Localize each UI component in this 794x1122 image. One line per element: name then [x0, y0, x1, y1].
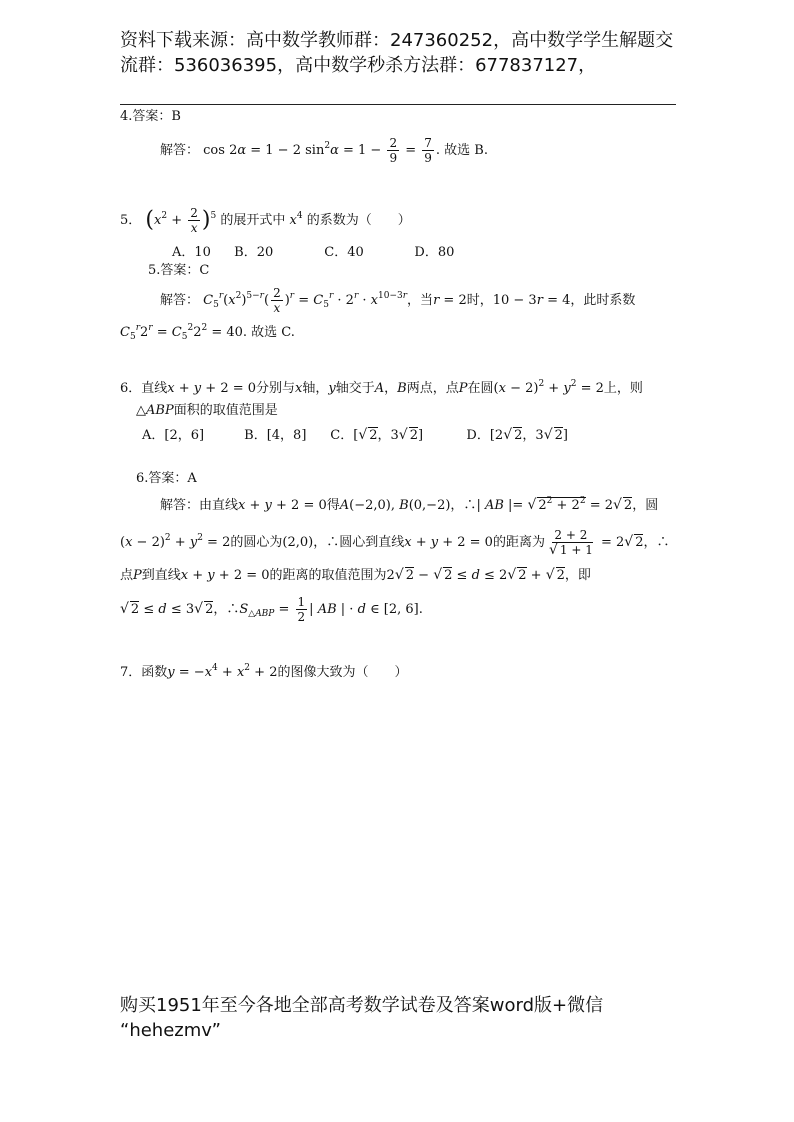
- q5-solution-line2: $C_5^r2^r = C_5^22^2 = 40$. 故选 C.: [120, 323, 295, 342]
- q6-option-c: C．[√ 2，3√ 2]: [330, 427, 424, 443]
- q6-solution-line2: $(x - 2)^2 + y^2 = 2$的圆心为(2,0)，∴圆心到直线x + y + 2 = 0的距离为 $\frac{2 + 2}{√ 1 + 1}$ = 2√ 2，∴: [120, 528, 670, 558]
- q6-options: [142, 426, 568, 445]
- footer-line-2: “hehezmv”: [120, 1020, 221, 1041]
- q6-option-d: D．[2√ 2，3√ 2]: [466, 427, 568, 443]
- page-footer: [120, 993, 680, 1043]
- header-divider: [120, 104, 676, 105]
- q6-stem-line2: △ABP面积的取值范围是: [136, 403, 278, 418]
- q5-answer: 5.答案：C: [148, 263, 210, 278]
- q5-option-d: D．80: [414, 245, 455, 260]
- q5-solution-line1: 解答： $C_5^r(x^2)^{5-r}$( $\frac{2}{x}$ )$^r = C_5^r \cdot 2^r \cdot x^{10-3r}$，当r = 2时，10 − 3r = 4，此时系数: [160, 286, 636, 315]
- q5-option-a: A．10: [172, 245, 211, 260]
- q4-solution: 解答： cos 2α = 1 − 2 $\sin^2\alpha = 1$ − $\frac{2}{9}$ = $\frac{7}{9}$ . 故选 B.: [160, 136, 488, 165]
- q5-options: [172, 244, 454, 262]
- page-header: [120, 28, 680, 78]
- q6-solution-line1: 解答：由直线x + y + 2 = 0得A(−2,0), B(0,−2)，∴| AB |= √ $2^2 + 2^2 = 2√$ 2，圆: [160, 496, 659, 513]
- q5-option-b: B．20: [234, 245, 274, 260]
- q4-answer: 4.答案：B: [120, 109, 181, 124]
- q6-option-a: A．[2，6]: [142, 428, 205, 443]
- header-line-1: 资料下载来源：高中数学教师群：247360252，高中数学学生解题交: [120, 30, 674, 51]
- q6-solution-line4: √ 2 ≤ d ≤ 3√ 2，$\therefore S_{\triangle ABP}$ = $\frac{1}{2}$ | AB | · d ∈ [2, 6].: [120, 595, 423, 624]
- q6-stem-line1: 6．直线x + y + 2 = 0分别与x轴，y轴交于A，B两点，点P在圆$(x - 2)^2 + y^2 = 2$上，则: [120, 379, 643, 396]
- q6-option-b: B．[4，8]: [244, 428, 307, 443]
- q5-option-c: C．40: [324, 245, 364, 260]
- q7-stem: 7．函数$y = -x^4 + x^2 + 2$的图像大致为（ ）: [120, 663, 408, 680]
- q5-stem: 5． ($x^2$ + $\frac{2}{x}$ )$^5$ 的展开式中 $x^4$ 的系数为（ ）: [120, 206, 411, 235]
- q6-solution-line3: 点P到直线x + y + 2 = 0的距离的取值范围为2√ 2 − √ 2 ≤ d ≤ 2√ 2 + √ 2，即: [120, 567, 591, 583]
- header-line-2: 流群：536036395，高中数学秒杀方法群：677837127，: [120, 55, 597, 76]
- footer-line-1: 购买1951年至今各地全部高考数学试卷及答案word版+微信: [120, 995, 604, 1016]
- q6-answer: 6.答案：A: [136, 471, 197, 486]
